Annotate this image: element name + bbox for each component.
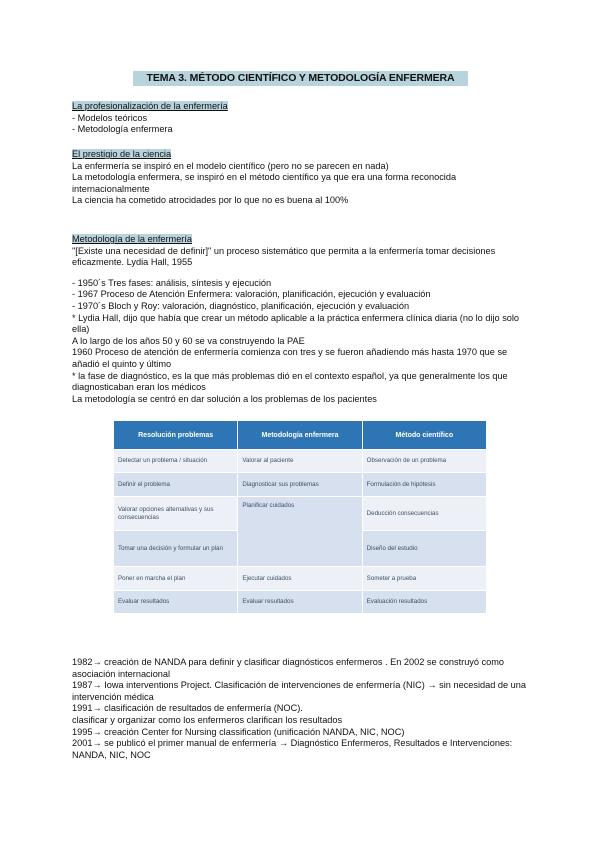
- paragraph-line: La metodología se centró en dar solución a los problemas de los pacientes: [72, 393, 377, 404]
- table-cell: Planificar cuidados: [238, 497, 362, 567]
- paragraph-line: - 1950´s Tres fases: análisis, síntesis y ejecución: [72, 277, 272, 288]
- section-heading: Metodología de la enfermería: [72, 234, 193, 244]
- list-item: - Modelos teóricos: [72, 112, 148, 123]
- table-cell: Tomar una decisión y formular un plan: [114, 531, 238, 567]
- table-header: Metodología enfermera: [238, 421, 362, 450]
- section-prestigio: [72, 149, 528, 207]
- paragraph-line: 1982→ creación de NANDA para definir y clasificar diagnósticos enfermeros . En 2002 se construyó como asociación internacional: [72, 657, 505, 679]
- paragraph-line: - 1970´s Bloch y Roy: valoración, diagnóstico, planificación, ejecución y evaluación: [72, 300, 410, 311]
- table-cell: Evaluar resultados: [114, 591, 238, 614]
- table-cell: Valorar al paciente: [238, 450, 362, 473]
- paragraph-line: - 1967 Proceso de Atención Enfermera: valoración, planificación, ejecución y evaluación: [72, 289, 431, 300]
- document-title: TEMA 3. MÉTODO CIENTÍFICO Y METODOLOGÍA ENFERMERA: [133, 71, 468, 86]
- table-row: [114, 591, 487, 614]
- paragraph-line: * la fase de diagnóstico, es la que más problemas dió en el contexto español, ya que generalmente los que diagnosticaban eran los médicos: [72, 370, 508, 393]
- paragraph-line: La ciencia ha cometido atrocidades por lo que no es buena al 100%: [72, 195, 349, 206]
- table-header: Resolución problemas: [114, 421, 238, 450]
- paragraph-line: * Lydia Hall, dijo que había que crear un método aplicable a la práctica enfermera clínica diaria (no lo dijo solo ella): [72, 312, 520, 335]
- table-cell: Diagnosticar sus problemas: [238, 473, 362, 497]
- table-cell: Detectar un problema / situación: [114, 450, 238, 473]
- paragraph-line: 1995→ creación Center for Nursing classification (unificación NANDA, NIC, NOC): [72, 726, 405, 737]
- table-cell: Evaluación resultados: [362, 591, 486, 614]
- paragraph-line: 1991→ clasificación de resultados de enfermería (NOC).: [72, 703, 303, 714]
- section-heading: El prestigio de la ciencia: [72, 149, 172, 159]
- paragraph-line: 1960 Proceso de atención de enfermería comienza con tres y se fueron añadiendo más hasta 1970 que se añadió el quinto y último: [72, 347, 508, 369]
- table-cell: Formulación de hipótesis: [362, 473, 486, 497]
- list-item: - Metodología enfermera: [72, 124, 173, 135]
- paragraph-line: clasificar y organizar como los enfermeros clarifican los resultados: [72, 714, 343, 725]
- table-cell: Ejecutar cuidados: [238, 567, 362, 591]
- paragraph-line: 2001→ se publicó el primer manual de enfermería → Diagnóstico Enfermeros, Resultados e Intervenciones: NANDA, NIC, NOC: [72, 738, 513, 760]
- table-row: [114, 473, 487, 497]
- table-cell: Definir el problema: [114, 473, 238, 497]
- quote-paragraph: "[Existe una necesidad de definir]" un proceso sistemático que permita a la enfermería tomar decisiones eficazmente. Lydia Hall, 1955: [72, 245, 496, 268]
- paragraph-line: La enfermería se inspiró en el modelo científico (pero no se parecen en nada): [72, 160, 389, 171]
- table-cell: Diseño del estudio: [362, 531, 486, 567]
- paragraph-line: A lo largo de los años 50 y 60 se va construyendo la PAE: [72, 335, 305, 346]
- table-cell: Poner en marcha el plan: [114, 567, 238, 591]
- section-heading: La profesionalización de la enfermería: [72, 101, 228, 111]
- table-row: [114, 567, 487, 591]
- section-timeline: [72, 657, 528, 761]
- section-profesionalizacion: [72, 101, 528, 136]
- table-cell: Deducción consecuencias: [362, 497, 486, 531]
- table-cell: Observación de un problema: [362, 450, 486, 473]
- table-row: [114, 450, 487, 473]
- table-header: Método científico: [362, 421, 486, 450]
- paragraph-line: La metodología enfermera, se inspiró en el método científico ya que era una forma reconocida internacionalmente: [72, 172, 457, 194]
- table-cell: Evaluar resultados: [238, 591, 362, 614]
- paragraph-line: 1987→ Iowa interventions Project. Clasificación de intervenciones de enfermería (NIC) → sin necesidad de una intervención médica: [72, 680, 526, 702]
- table-cell: Someter a prueba: [362, 567, 486, 591]
- comparison-table: [113, 420, 487, 614]
- table-cell: Valorar opciones alternativas y sus consecuencias: [114, 497, 238, 531]
- section-metodologia: [72, 234, 528, 405]
- table-row: [114, 497, 487, 531]
